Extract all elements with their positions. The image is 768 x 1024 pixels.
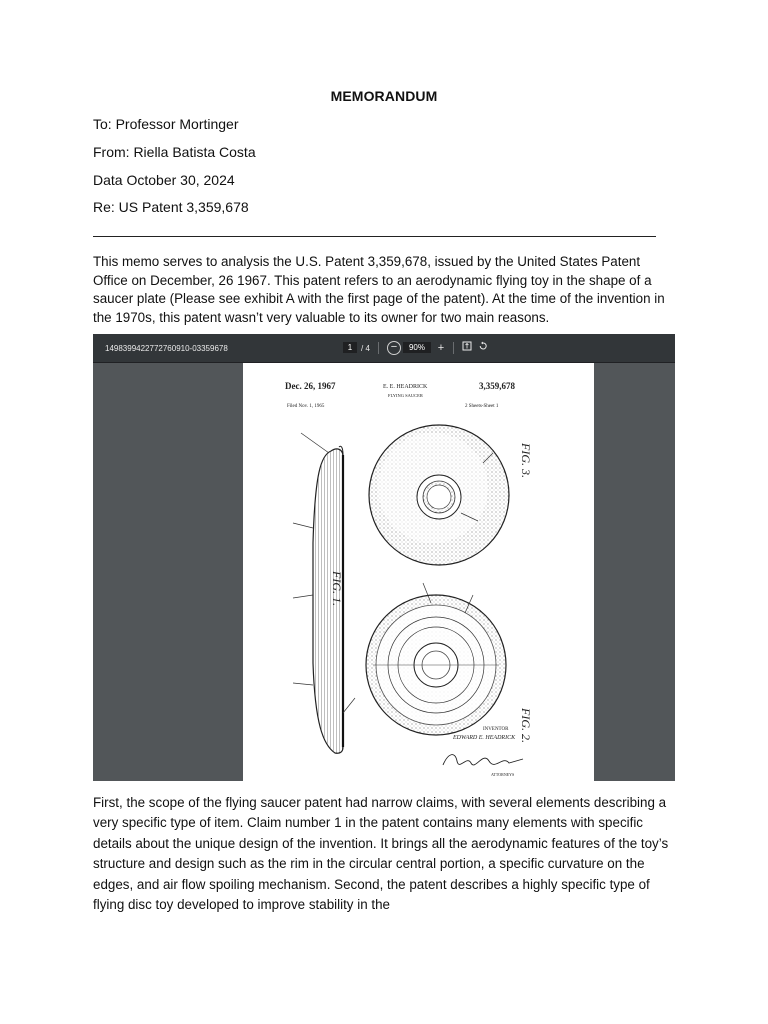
fig2-label: FIG. 2. <box>519 708 533 743</box>
patent-sheets: 2 Sheets-Sheet 1 <box>465 404 499 409</box>
analysis-paragraph: First, the scope of the flying saucer patent had narrow claims, with several elements describing a very specific type of item. Claim number 1 in the patent contains many elements with specific details about the unique design of the invention. It brings all the aerodynamic features of the toy’s structure and design such as the rim in the circular central portion, a specific curvature on the edges, and air flow spoiling mechanism. Second, the patent describes a highly specific type of flying disc toy developed to improve stability in the <box>93 795 669 913</box>
patent-subtitle: FLYING SAUCER <box>388 393 423 398</box>
toolbar-separator <box>453 342 454 354</box>
inventor-signature: EDWARD E. HEADRICK <box>453 735 516 741</box>
pdf-filename: 1498399422772760910-03359678 <box>105 344 228 353</box>
memo-to: To: Professor Mortinger <box>93 116 239 132</box>
zoom-out-icon[interactable]: − <box>387 341 401 355</box>
memo-date: Data October 30, 2024 <box>93 172 235 188</box>
patent-date: Dec. 26, 1967 <box>285 381 336 391</box>
rotate-icon[interactable] <box>476 341 490 355</box>
fig2-disc-view <box>366 583 509 735</box>
zoom-in-icon[interactable]: + <box>437 342 445 354</box>
patent-inventor-header: E. E. HEADRICK <box>383 384 428 390</box>
attorneys-label: ATTORNEYS <box>491 772 515 777</box>
fig1-label: FIG. 1. <box>330 571 344 606</box>
patent-number: 3,359,678 <box>479 381 515 391</box>
pdf-toolbar <box>93 334 675 363</box>
patent-page <box>243 363 594 781</box>
page-total: / 4 <box>361 344 370 353</box>
fig3-label: FIG. 3. <box>519 443 533 478</box>
zoom-level[interactable]: 90% <box>403 342 431 353</box>
inventor-label: INVENTOR <box>483 727 509 732</box>
intro-paragraph: This memo serves to analysis the U.S. Patent 3,359,678, issued by the United States Patent Office on December, 26 1967. This patent refers to an aerodynamic flying toy in the shape of a saucer plate (Please see exhibit A with the first page of the patent). At the time of the invention in the 1970s, this patent wasn’t very valuable to its owner for two main reasons. <box>93 254 665 325</box>
divider-line <box>93 236 656 237</box>
memo-from: From: Riella Batista Costa <box>93 144 256 160</box>
toolbar-separator <box>378 342 379 354</box>
attorney-signature <box>443 755 523 765</box>
pdf-viewer-exhibit <box>93 334 675 781</box>
patent-filed: Filed Nov. 1, 1965 <box>287 404 325 409</box>
memo-re: Re: US Patent 3,359,678 <box>93 199 249 215</box>
page-number-input[interactable]: 1 <box>343 342 357 353</box>
memo-title: MEMORANDUM <box>330 88 438 104</box>
fit-page-icon[interactable] <box>460 341 474 355</box>
fig1-side-view <box>293 433 355 753</box>
fig3-disc-view <box>369 425 509 565</box>
flying-saucer-drawings <box>243 363 594 781</box>
